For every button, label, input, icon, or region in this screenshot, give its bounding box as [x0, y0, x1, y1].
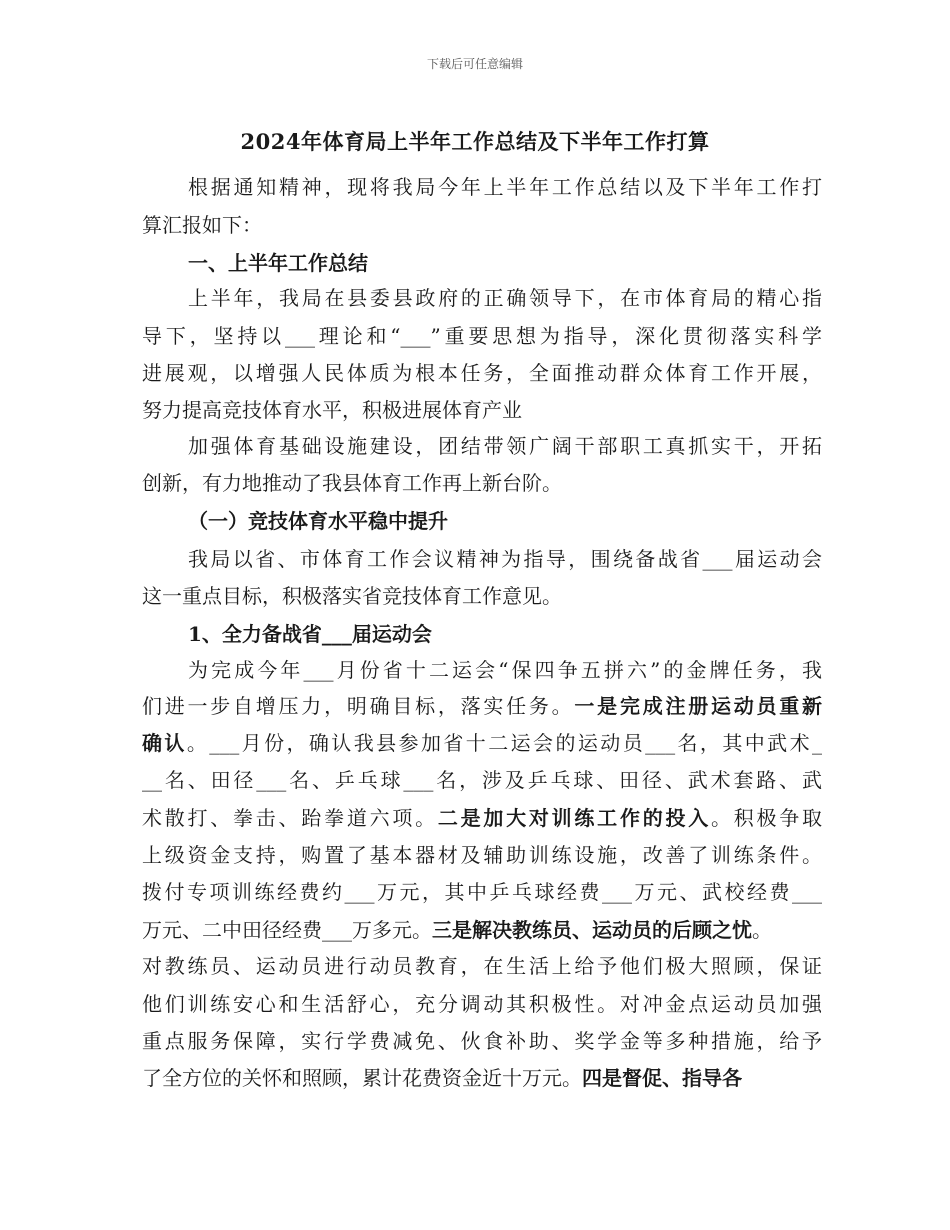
text-line — [188, 652, 822, 689]
text-line — [142, 688, 822, 725]
bold-text-segment: （一）竞技体育水平稳中提升 — [188, 509, 448, 533]
text-line — [188, 428, 822, 465]
text-segment: 对教练员、运动员进行动员教育，在生活上给予他们极大照顾，保证 — [142, 954, 822, 978]
text-line — [142, 912, 822, 949]
bold-text-segment: 一、上半年工作总结 — [188, 251, 368, 275]
text-line — [142, 725, 822, 762]
text-line — [188, 541, 822, 578]
text-line — [142, 578, 822, 615]
text-line — [142, 837, 822, 874]
text-segment: 们进一步自增压力，明确目标，落实任务。 — [142, 694, 575, 718]
text-line — [142, 392, 822, 429]
text-segment: 根据通知精神，现将我局今年上半年工作总结以及下半年工作打 — [188, 175, 822, 199]
text-segment: 为完成今年___月份省十二运会“保四争五拼六”的金牌任务，我 — [188, 658, 822, 682]
text-line — [142, 762, 822, 799]
text-line — [142, 1023, 822, 1060]
text-line — [142, 355, 822, 392]
text-line — [142, 800, 822, 837]
text-segment: 算汇报如下： — [142, 213, 262, 237]
text-line — [188, 169, 822, 206]
text-segment: 上级资金支持，购置了基本器材及辅助训练设施，改善了训练条件。 — [142, 843, 822, 867]
bold-text-segment: 四是督促、指导各 — [582, 1066, 742, 1090]
page-header-note: 下载后可任意编辑 — [426, 57, 523, 71]
text-line — [142, 948, 822, 985]
text-segment: 拨付专项训练经费约___万元，其中乒乓球经费___万元、武校经费___ — [142, 880, 822, 904]
text-segment: 进展观，以增强人民体质为根本任务，全面推动群众体育工作开展， — [142, 361, 822, 385]
text-segment: 。___月份，确认我县参加省十二运会的运动员___名，其中武术_ — [186, 731, 823, 755]
text-line — [142, 465, 822, 502]
text-segment: 。积极争取 — [710, 806, 823, 830]
text-segment: 努力提高竞技体育水平，积极进展体育产业 — [142, 398, 522, 422]
text-segment: 加强体育基础设施建设，团结带领广阔干部职工真抓实干，开拓 — [188, 434, 822, 458]
text-line — [142, 986, 822, 1023]
text-segment: 了全方位的关怀和照顾，累计花费资金近十万元。 — [142, 1066, 582, 1090]
text-line — [142, 874, 822, 911]
bold-text-segment: 1、全力备战省___届运动会 — [188, 622, 432, 646]
text-segment: 重点服务保障，实行学费减免、伙食补助、奖学金等多种措施，给予 — [142, 1029, 822, 1053]
text-line — [142, 318, 822, 355]
text-segment: 。 — [752, 918, 772, 942]
document-title: 2024年体育局上半年工作总结及下半年工作打算 — [240, 129, 710, 154]
bold-text-segment: 二是加大对训练工作的投入 — [437, 806, 711, 830]
text-line — [188, 503, 822, 540]
text-segment: 创新，有力地推动了我县体育工作再上新台阶。 — [142, 471, 562, 495]
text-line — [188, 245, 822, 282]
text-segment: 上半年，我局在县委县政府的正确领导下，在市体育局的精心指 — [188, 286, 822, 310]
text-segment: 我局以省、市体育工作会议精神为指导，围绕备战省___届运动会 — [188, 547, 822, 571]
text-segment: 万元、二中田径经费___万多元。 — [142, 918, 432, 942]
text-line — [188, 616, 822, 653]
bold-text-segment: 一是完成注册运动员重新 — [574, 694, 823, 718]
text-segment: 术散打、拳击、跆拳道六项。 — [142, 806, 438, 830]
bold-text-segment: 三是解决教练员、运动员的后顾之忧 — [432, 918, 752, 942]
text-segment: 这一重点目标，积极落实省竞技体育工作意见。 — [142, 584, 562, 608]
text-line — [142, 207, 822, 244]
text-segment: 他们训练安心和生活舒心，充分调动其积极性。对冲金点运动员加强 — [142, 992, 822, 1016]
text-line — [142, 1060, 822, 1097]
text-segment: 导下，坚持以___理论和“___”重要思想为指导，深化贯彻落实科学 — [142, 324, 822, 348]
bold-text-segment: 确认 — [142, 731, 187, 755]
text-line — [188, 280, 822, 317]
text-segment: __名、田径___名、乒乓球___名，涉及乒乓球、田径、武术套路、武 — [142, 768, 822, 792]
